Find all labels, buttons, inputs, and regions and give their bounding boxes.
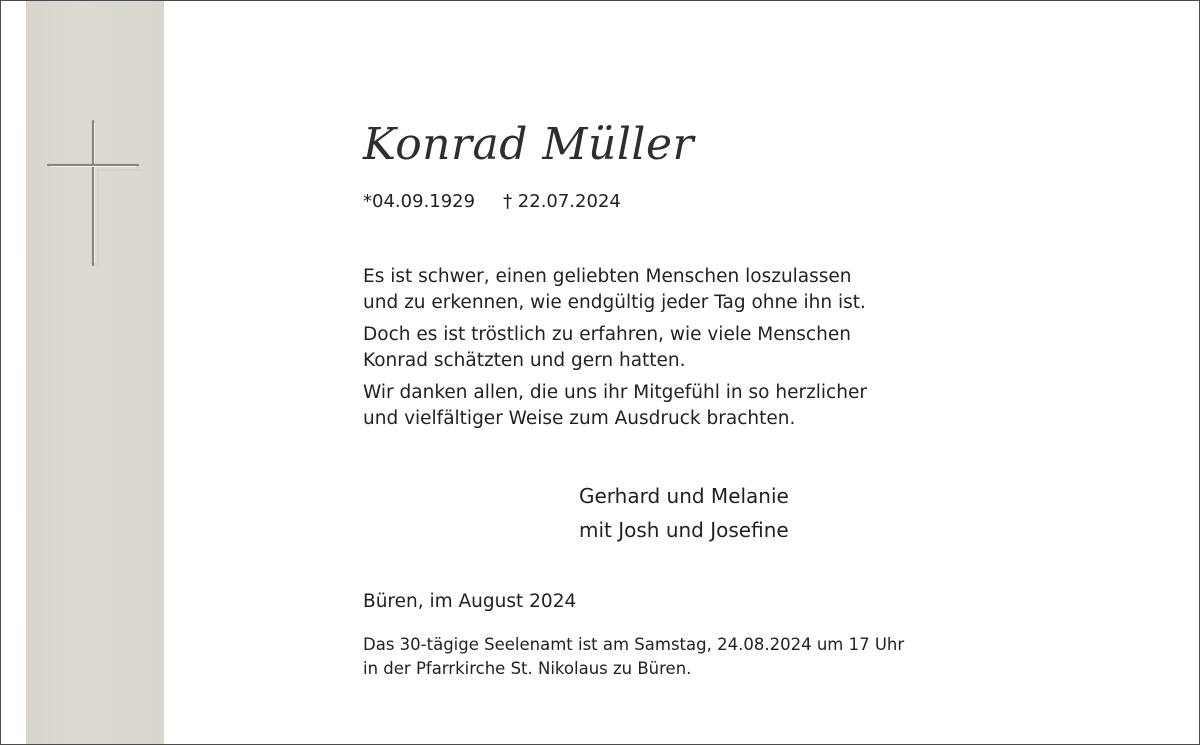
side-band bbox=[26, 1, 164, 744]
deceased-name: Konrad Müller bbox=[363, 119, 695, 170]
service-notice: Das 30-tägige Seelenamt ist am Samstag, 24.08.2024 um 17 Uhr in der Pfarrkirche St. Nikolaus zu Büren. bbox=[363, 635, 905, 678]
death-date: † 22.07.2024 bbox=[503, 191, 621, 212]
signer-line: mit Josh und Josefine bbox=[579, 518, 789, 542]
signers bbox=[579, 479, 789, 547]
paragraph: Es ist schwer, einen geliebten Menschen loszulassen und zu erkennen, wie endgültig jeder Tag ohne ihn ist. bbox=[363, 266, 866, 313]
signer-line: Gerhard und Melanie bbox=[579, 484, 789, 508]
message-text bbox=[363, 264, 963, 438]
birth-date: *04.09.1929 bbox=[363, 191, 476, 212]
place-date: Büren, im August 2024 bbox=[363, 591, 577, 612]
paragraph: Doch es ist tröstlich zu erfahren, wie viele Menschen Konrad schätzten und gern hatten. bbox=[363, 324, 851, 371]
paragraph: Wir danken allen, die uns ihr Mitgefühl in so herzlicher und vielfältiger Weise zum Ausdruck brachten. bbox=[363, 382, 867, 429]
life-dates bbox=[363, 191, 621, 212]
cross-icon bbox=[46, 119, 140, 267]
